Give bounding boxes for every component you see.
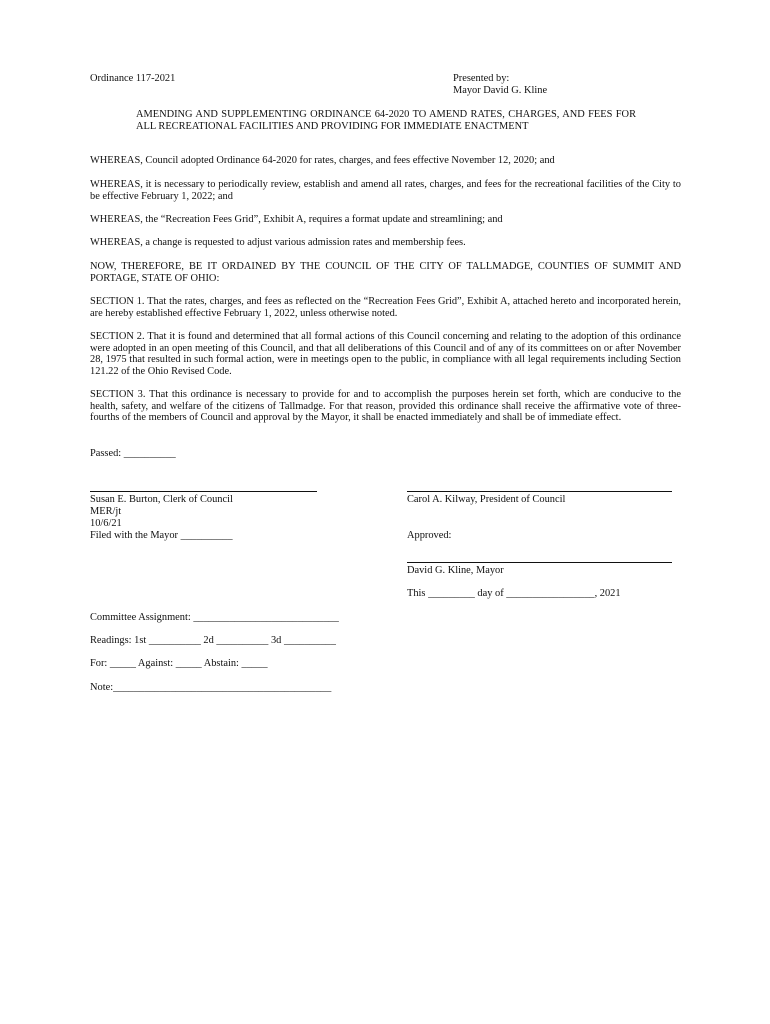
ordained-clause: NOW, THEREFORE, BE IT ORDAINED BY THE COUNCIL OF THE CITY OF TALLMADGE, COUNTIES OF SUMMIT AND PORTAGE, STATE OF OHIO: <box>90 261 681 284</box>
clerk-name: Susan E. Burton, Clerk of Council <box>90 494 233 505</box>
readings-line: Readings: 1st __________ 2d __________ 3d __________ <box>90 635 336 646</box>
committee-assignment: Committee Assignment: ____________________________ <box>90 612 339 623</box>
ordinance-number: Ordinance 117-2021 <box>90 73 176 84</box>
signing-date-line: This _________ day of _________________, 2021 <box>407 588 621 599</box>
presented-by-label: Presented by: <box>453 73 510 84</box>
clerk-signature-line <box>90 491 317 492</box>
president-signature-line <box>407 491 672 492</box>
ordinance-title: AMENDING AND SUPPLEMENTING ORDINANCE 64-2020 TO AMEND RATES, CHARGES, AND FEES FOR ALL RECREATIONAL FACILITIES AND PROVIDING FOR IMMEDIATE ENACTMENT <box>136 109 636 132</box>
whereas-clause-1: WHEREAS, Council adopted Ordinance 64-2020 for rates, charges, and fees effective November 12, 2020; and <box>90 155 555 166</box>
mayor-name: David G. Kline, Mayor <box>407 565 504 576</box>
note-line: Note:__________________________________________ <box>90 682 332 693</box>
whereas-clause-2: WHEREAS, it is necessary to periodically review, establish and amend all rates, charges, and fees for the recreational facilities of the City to be effective February 1, 2022; and <box>90 179 681 202</box>
passed-line: Passed: __________ <box>90 448 176 459</box>
approved-label: Approved: <box>407 530 452 541</box>
section-3: SECTION 3. That this ordinance is necessary to provide for and to accomplish the purposes herein set forth, which are conducive to the health, safety, and welfare of the citizens of Tallmadge. For that reason, provided this ordinance shall receive the affirmative vote of three-fourths of the members of Council and approval by the Mayor, it shall be enacted immediately and shall be of immediate effect. <box>90 389 681 424</box>
section-1: SECTION 1. That the rates, charges, and fees as reflected on the “Recreation Fees Grid”, Exhibit A, attached hereto and incorporated herein, are hereby established effective February 1, 2022, unless otherwise noted. <box>90 296 681 319</box>
mayor-signature-line <box>407 562 672 563</box>
whereas-clause-4: WHEREAS, a change is requested to adjust various admission rates and membership fees. <box>90 237 466 248</box>
president-name: Carol A. Kilway, President of Council <box>407 494 566 505</box>
filed-with-mayor: Filed with the Mayor __________ <box>90 530 233 541</box>
presenter-name: Mayor David G. Kline <box>453 85 548 96</box>
section-2: SECTION 2. That it is found and determined that all formal actions of this Council concerning and relating to the adoption of this ordinance were adopted in an open meeting of this Council, and that all deliberations of this Council and of any of its committees on or after November 28, 1975 that resulted in such formal action, were in meetings open to the public, in compliance with all legal requirements including Section 121.22 of the Ohio Revised Code. <box>90 331 681 377</box>
whereas-clause-3: WHEREAS, the “Recreation Fees Grid”, Exhibit A, requires a format update and streamlining; and <box>90 214 503 225</box>
prepared-date: 10/6/21 <box>90 518 122 529</box>
initials: MER/jt <box>90 506 122 517</box>
votes-line: For: _____ Against: _____ Abstain: _____ <box>90 658 268 669</box>
